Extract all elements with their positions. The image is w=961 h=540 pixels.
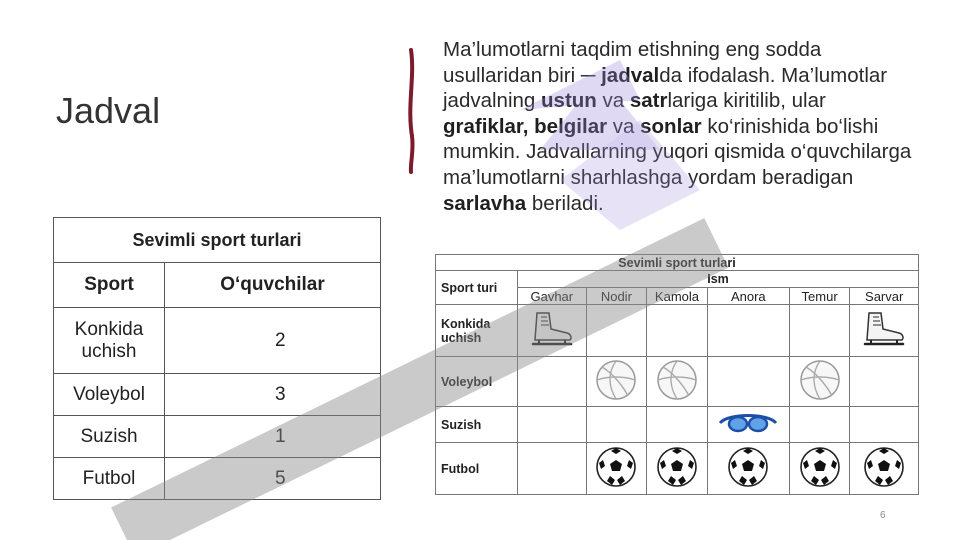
pictograph-cell [586, 305, 647, 357]
text-run: va [607, 114, 641, 138]
table-cell-sport: Suzish [54, 416, 165, 458]
table-cell-count: 1 [165, 416, 381, 458]
pictograph-cell [850, 305, 919, 357]
column-header-students: O‘quvchilar [165, 263, 381, 308]
name-header-cell: Kamola [647, 288, 708, 305]
name-header-cell: Sarvar [850, 288, 919, 305]
pictograph-cell [647, 443, 708, 495]
table-cell-count: 5 [165, 458, 381, 500]
table-row [436, 443, 919, 495]
volleyball-icon [655, 390, 699, 405]
pictograph-table [435, 254, 919, 495]
table-cell-count: 2 [165, 308, 381, 374]
bold-term: ustun [541, 89, 597, 113]
pictograph-cell [586, 443, 647, 495]
row-label-sport: Futbol [436, 443, 518, 495]
bold-term: jadval [601, 63, 660, 87]
slide-title: Jadval [56, 90, 161, 131]
row-label-sport: Suzish [436, 407, 518, 443]
pictograph-cell [647, 357, 708, 407]
soccer-ball-icon [594, 477, 638, 492]
pictograph-cell [518, 357, 587, 407]
pictograph-cell [586, 357, 647, 407]
text-run: Ma’lumotlarni taqdim etishning eng sodda usullaridan biri ─ [443, 38, 822, 87]
table-row [436, 357, 919, 407]
table-row [436, 305, 919, 357]
name-header-cell: Anora [707, 288, 789, 305]
table-cell-count: 3 [165, 374, 381, 416]
bold-term: grafiklar, belgilar [443, 114, 608, 138]
pictograph-cell [707, 407, 789, 443]
name-header-cell: Temur [789, 288, 850, 305]
column-header-sport: Sport [54, 263, 165, 308]
text-run: beriladi. [526, 191, 604, 215]
pictograph-cell [789, 357, 850, 407]
pictograph-cell [707, 357, 789, 407]
table-cell-sport: Futbol [54, 458, 165, 500]
volleyball-icon [798, 390, 842, 405]
pictograph-cell [518, 443, 587, 495]
pictograph-cell [789, 305, 850, 357]
text-run: lariga kiritilib, ular [667, 89, 826, 113]
column-header-name: Ism [518, 271, 919, 288]
pictograph-cell [789, 443, 850, 495]
soccer-ball-icon [798, 477, 842, 492]
soccer-ball-icon [655, 477, 699, 492]
bold-term: sonlar [640, 114, 702, 138]
ice-skate-icon [859, 337, 909, 352]
column-header-sport-type: Sport turi [436, 271, 518, 305]
volleyball-icon [594, 390, 638, 405]
name-header-cell: Nodir [586, 288, 647, 305]
pictograph-cell [707, 305, 789, 357]
text-run: da ifodalash. Ma’lumotlar jadvalning [443, 63, 888, 113]
text-run: ko‘rinishida bo‘lishi mumkin. Jadvallarning yuqori qismida o‘quvchilarga ma’lumotlarni sharhlashga yordam beradigan [443, 114, 912, 189]
table-caption: Sevimli sport turlari [54, 218, 381, 263]
soccer-ball-icon [862, 477, 906, 492]
row-label-sport: Konkida uchish [436, 305, 518, 357]
pictograph-cell [647, 407, 708, 443]
pictograph-cell [850, 407, 919, 443]
pictograph-cell [707, 443, 789, 495]
pictograph-cell [518, 407, 587, 443]
ice-skate-icon [527, 337, 577, 352]
swim-goggles-icon [718, 425, 778, 440]
pictograph-cell [647, 305, 708, 357]
pictograph-cell [586, 407, 647, 443]
pictograph-cell [850, 443, 919, 495]
sports-count-table [53, 217, 381, 500]
name-header-cell: Gavhar [518, 288, 587, 305]
text-run: va [596, 89, 630, 113]
intro-paragraph [443, 37, 913, 216]
bold-term: satr [629, 89, 668, 113]
page-number: 6 [880, 510, 886, 521]
pictograph-cell [850, 357, 919, 407]
table-row [436, 407, 919, 443]
bold-term: sarlavha [443, 191, 527, 215]
pictograph-caption: Sevimli sport turlari [436, 255, 919, 271]
pictograph-cell [518, 305, 587, 357]
decorative-divider [403, 46, 423, 176]
table-cell-sport: Voleybol [54, 374, 165, 416]
soccer-ball-icon [726, 477, 770, 492]
row-label-sport: Voleybol [436, 357, 518, 407]
table-cell-sport: Konkida uchish [54, 308, 165, 374]
pictograph-cell [789, 407, 850, 443]
